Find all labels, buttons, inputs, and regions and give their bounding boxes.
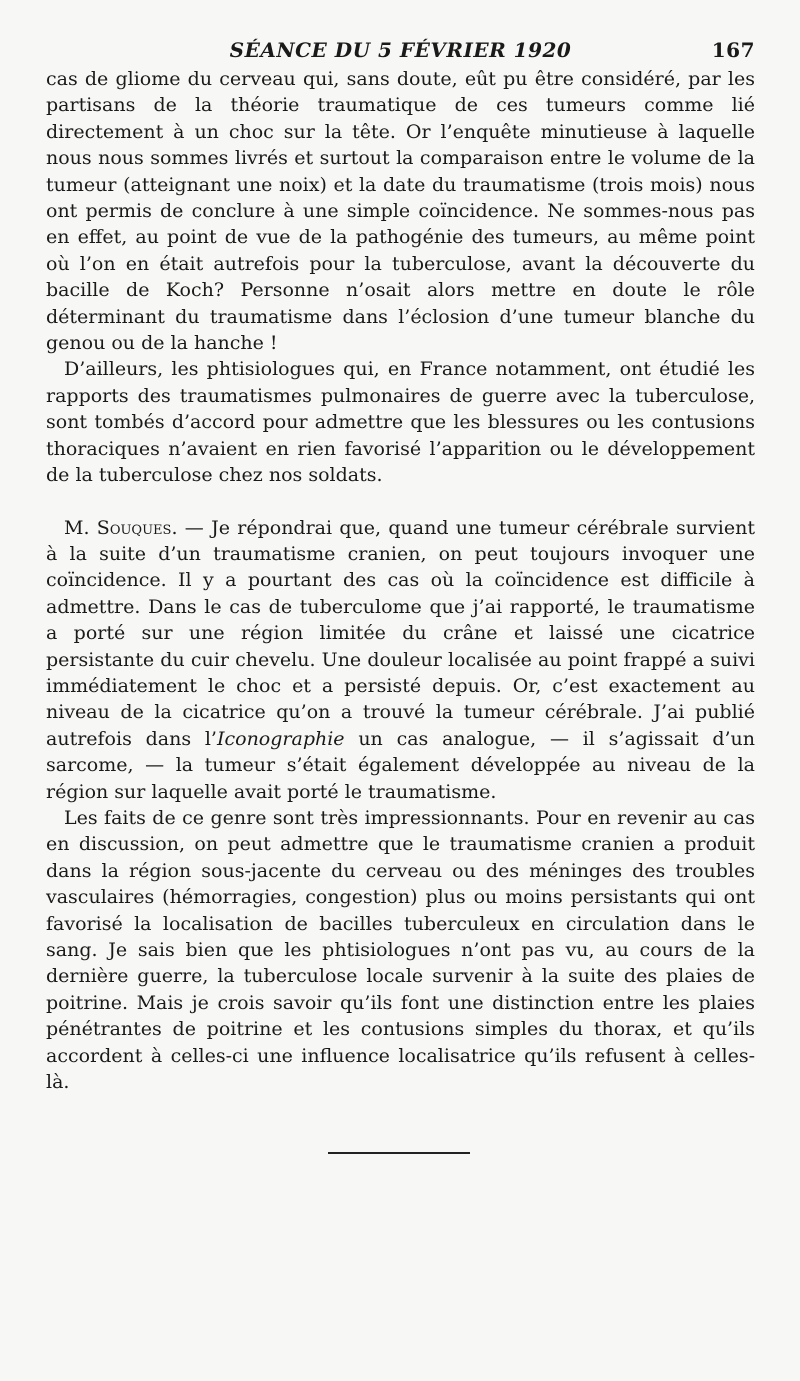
- paragraph-faits: Les faits de ce genre sont très impressionnants. Pour en revenir au cas en discussion, on peut admettre que le traumatisme cranien a produit dans la région sous-jacente du cerveau ou des méninges des troubles vasculaires (hémorragies, congestion) plus ou moins persistants qui ont favorisé la localisation de bacilles tuberculeux en circulation dans le sang. Je sais bien que les phtisiologues n’ont pas vu, au cours de la dernière guerre, la tuberculose locale survenir à la suite des plaies de poitrine. Mais je crois savoir qu’ils font une distinction entre les plaies pénétrantes de poitrine et les contusions simples du thorax, et qu’ils accordent à celles-ci une influence localisatrice qu’ils refusent à celles-là.: [46, 806, 755, 1094]
- page-number: 167: [711, 38, 755, 62]
- reply-text: — Je répondrai que, quand une tumeur cérébrale survient à la suite d’un traumatisme cranien, on peut toujours invoquer une coïncidence. Il y a pourtant des cas où la coïncidence est difficile à admettre. Dans le cas de tuberculome que j’ai rapporté, le traumatisme a porté sur une région limitée du crâne et laissé une cicatrice persistante du cuir chevelu. Une douleur localisée au point frappé a suivi immédiatement le choc et a persisté depuis. Or, c’est exactement au niveau de la cicatrice qu’on a trouvé la tumeur cérébrale. J’ai publié autrefois dans l’: [46, 516, 755, 750]
- reply-text-continued: un cas analogue, — il s’agissait d’un sarcome, — la tumeur s’était également développée au niveau de la région sur laquelle avait porté le traumatisme.: [46, 727, 755, 803]
- paragraph-souques-reply: [46, 515, 755, 805]
- section-gap: [46, 489, 755, 515]
- running-title: SÉANCE DU 5 FÉVRIER 1920: [229, 38, 572, 62]
- journal-title: Iconographie: [216, 727, 345, 750]
- speaker-name: M. Souques.: [64, 516, 178, 539]
- page: [46, 36, 755, 1095]
- running-header: [46, 36, 755, 66]
- paragraph-continuation: cas de gliome du cerveau qui, sans doute, eût pu être considéré, par les partisans de la théorie traumatique de ces tumeurs comme lié directement à un choc sur la tête. Or l’enquête minutieuse à laquelle nous nous sommes livrés et surtout la comparaison entre le volume de la tumeur (atteignant une noix) et la date du traumatisme (trois mois) nous ont permis de conclure à une simple coïncidence. Ne sommes-nous pas en effet, au point de vue de la pathogénie des tumeurs, au même point où l’on en était autrefois pour la tuberculose, avant la découverte du bacille de Koch? Personne n’osait alors mettre en doute le rôle déterminant du traumatisme dans l’éclosion d’une tumeur blanche du genou ou de la hanche !: [46, 68, 755, 355]
- end-rule: [328, 1152, 470, 1154]
- paragraph-phtisiologues: D’ailleurs, les phtisiologues qui, en France notamment, ont étudié les rapports des traumatismes pulmonaires de guerre avec la tuberculose, sont tombés d’accord pour admettre que les blessures ou les contusions thoraciques n’avaient en rien favorisé l’apparition ou le développement de la tuberculose chez nos soldats.: [46, 358, 755, 487]
